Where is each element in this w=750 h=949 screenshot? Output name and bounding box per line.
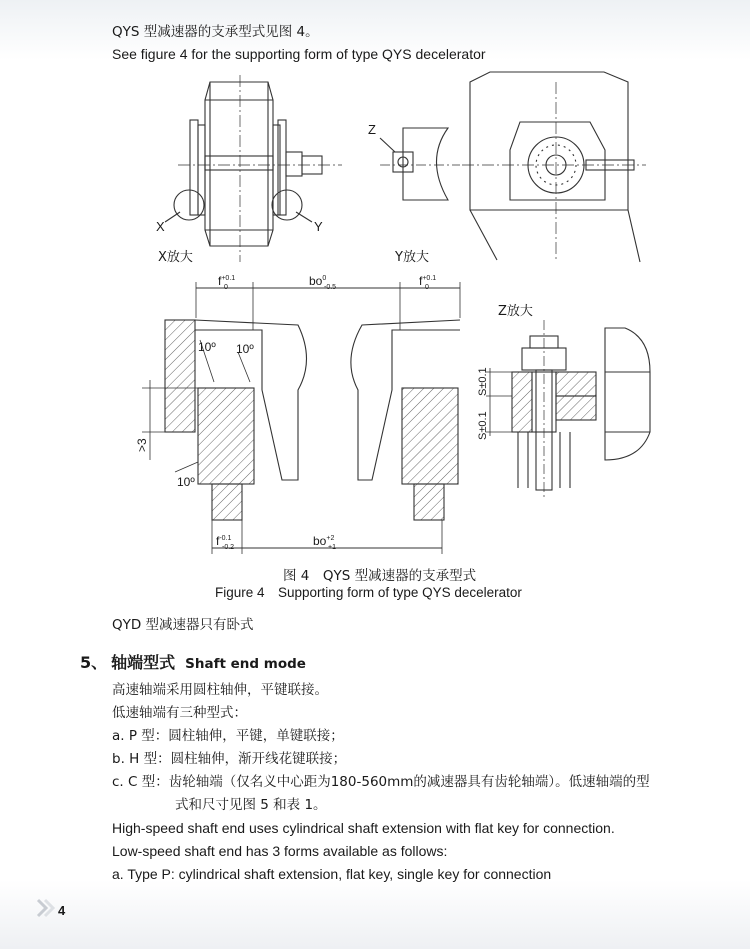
page-marker-chevron-icon [36,898,58,918]
label-y-enlarged: Y放大 [395,250,429,265]
xy-enlarged-sections [142,282,460,554]
reducer-side-detail [380,128,460,200]
section-heading [80,654,306,673]
label-z: Z [368,122,376,137]
label-x-enlarged: X放大 [158,250,193,265]
body-line: a. P 型：圆柱轴伸，平键，单键联接； [112,728,344,744]
body-line: a. Type P: cylindrical shaft extension, flat key, single key for connection [112,866,552,882]
figure-caption-en: Figure 4 Supporting form of type QYS decelerator [215,585,522,600]
body-line: 低速轴端有三种型式： [112,705,247,721]
label-y: Y [314,219,323,234]
angle-label-1: 10º [198,340,216,354]
dim-f-bottom: $f^{-0.1}$ [216,534,232,548]
qyd-note: QYD 型减速器只有卧式 [112,617,254,633]
reducer-side-view [462,72,646,262]
body-line: High-speed shaft end uses cylindrical shaft extension with flat key for connection. [112,820,615,836]
body-line: Low-speed shaft end has 3 forms available as follows: [112,843,448,859]
body-line: 高速轴端采用圆柱轴伸，平键联接。 [112,682,328,698]
dim-bo-bottom-sub: +1 [328,544,336,551]
intro-text-en: See figure 4 for the supporting form of type QYS decelerator [112,46,486,62]
body-line: c. C 型：齿轮轴端（仅名义中心距为180-560mm的减速器具有齿轮轴端）。低速轴端的型 [112,774,650,790]
dim-gap: >3 [135,438,149,452]
label-z-enlarged: Z放大 [498,304,533,319]
angle-label-2: 10º [236,342,254,356]
dim-s-upper: S±0.1 [477,367,489,396]
section-title-cn: 轴端型式 [111,653,176,672]
figure-caption-cn: 图 4 QYS 型减速器的支承型式 [283,568,477,584]
dim-f-top-left: $f^{+0.1}$ [218,274,236,288]
intro-text-cn: QYS 型减速器的支承型式见图 4。 [112,24,319,40]
body-line: b. H 型：圆柱轴伸，渐开线花键联接； [112,751,347,767]
label-x: X [156,219,165,234]
page-number: 4 [58,903,66,918]
dim-f-top-left-sub: 0 [224,284,228,291]
dim-f-top-right-sub: 0 [425,284,429,291]
body-line: 式和尺寸见图 5 和表 1。 [175,797,327,813]
section-number: 5、 [80,653,108,672]
section-title-en: Shaft end mode [185,656,306,672]
dim-bo-top: $bo^0$ [309,274,327,288]
dim-s-lower: S±0.1 [477,411,489,440]
dim-f-top-right: $f^{+0.1}$ [419,274,437,288]
z-enlarged-bolt-detail [486,320,650,498]
dim-f-bottom-sub: -0.2 [222,544,235,551]
dim-bo-bottom: $bo^{+2}$ [313,534,335,548]
angle-label-3: 10º [177,475,195,489]
dim-bo-top-sub: -0.5 [324,284,337,291]
